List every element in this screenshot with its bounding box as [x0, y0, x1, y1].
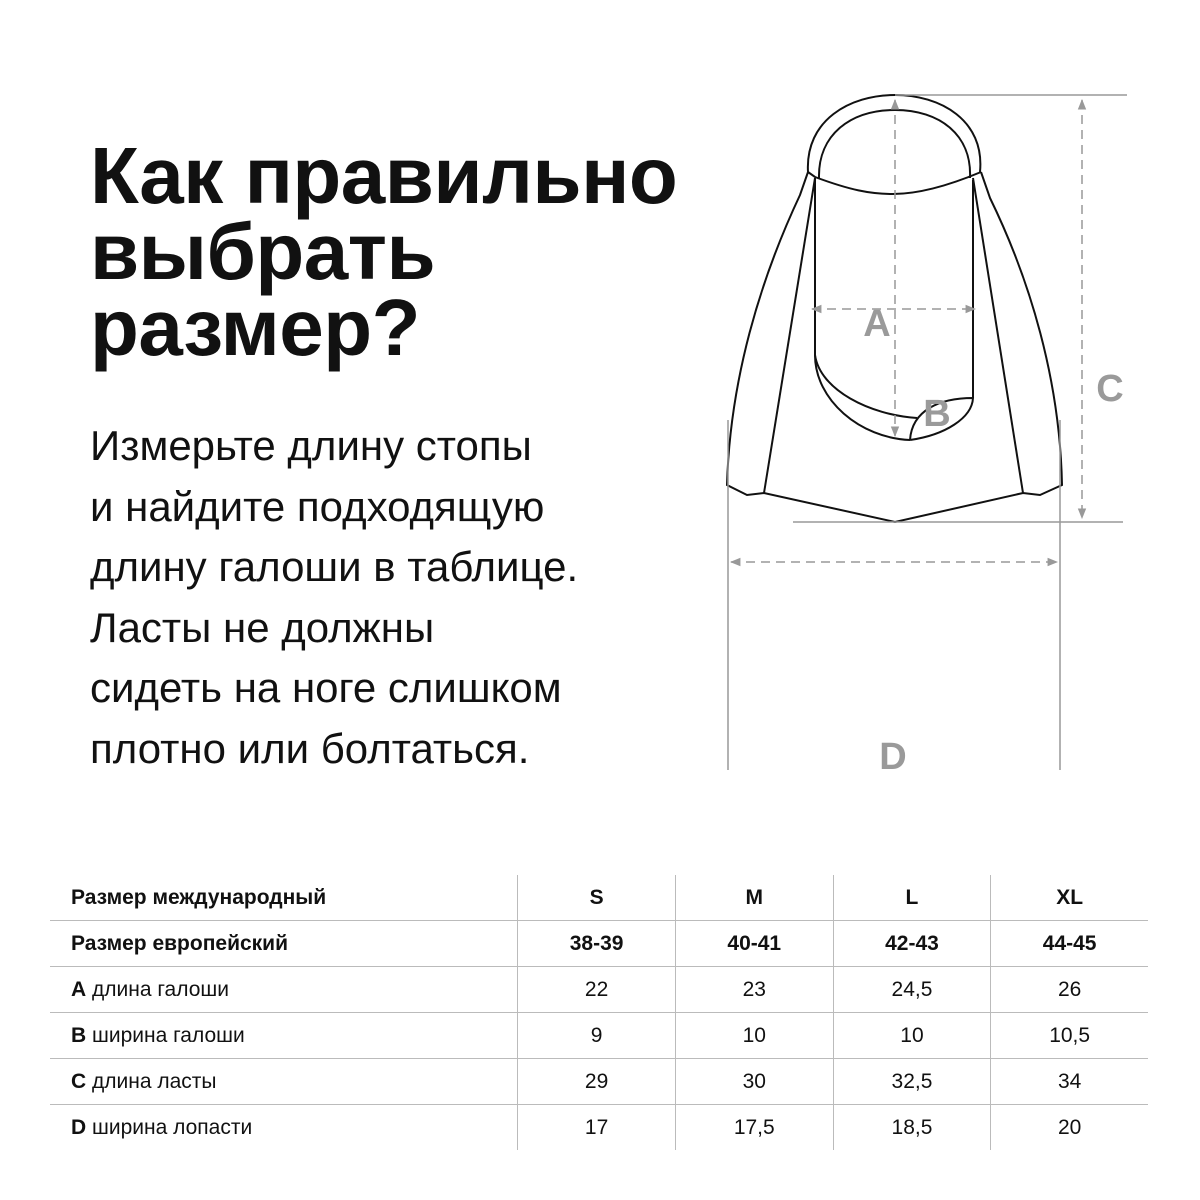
table-cell: 22 [518, 967, 676, 1013]
table-cell: 40-41 [675, 921, 833, 967]
table-cell: 38-39 [518, 921, 676, 967]
title-line: размер? [90, 283, 421, 372]
table-cell: XL [991, 875, 1148, 921]
table-row [50, 1059, 1148, 1105]
title-line: Как правильно [90, 131, 678, 220]
table-cell: L [833, 875, 991, 921]
table-cell: 30 [675, 1059, 833, 1105]
description-line: сидеть на ноге слишком [90, 664, 562, 711]
table-cell: 34 [991, 1059, 1148, 1105]
description-line: и найдите подходящую [90, 482, 545, 530]
table-cell: S [518, 875, 676, 921]
title-line: выбрать [90, 207, 436, 296]
row-header [50, 1059, 518, 1105]
dimension-letter: D [71, 1115, 87, 1139]
row-header [50, 1105, 518, 1151]
row-label: ширина лопасти [86, 1115, 253, 1139]
row-label: Размер европейский [71, 931, 288, 955]
description-line: Ласты не должны [90, 603, 435, 651]
table-row [50, 875, 1148, 921]
row-label: длина галоши [86, 977, 229, 1001]
row-label: Размер международный [71, 885, 327, 909]
table-row [50, 1105, 1148, 1151]
label-c: C [1096, 368, 1124, 410]
table-cell: 10 [675, 1013, 833, 1059]
table-cell: 20 [991, 1105, 1148, 1151]
table-cell: 23 [675, 967, 833, 1013]
table-cell: 32,5 [833, 1059, 991, 1105]
table-cell: 10 [833, 1013, 991, 1059]
table-cell: 10,5 [991, 1013, 1148, 1059]
table-cell: 29 [518, 1059, 676, 1105]
table-row [50, 967, 1148, 1013]
table-cell: 18,5 [833, 1105, 991, 1151]
table-cell: 26 [991, 967, 1148, 1013]
label-b: B [923, 393, 951, 435]
description-line: Измерьте длину стопы [90, 422, 532, 469]
table-row [50, 1013, 1148, 1059]
row-label: ширина галоши [86, 1023, 245, 1047]
description-line: плотно или болтаться. [90, 724, 530, 772]
row-header [50, 921, 518, 967]
row-header [50, 875, 518, 921]
row-label: длина ласты [86, 1069, 217, 1093]
table-row [50, 921, 1148, 967]
table-cell: 17,5 [675, 1105, 833, 1151]
label-d: D [879, 736, 907, 778]
size-table [50, 875, 1148, 1150]
dimension-letter: B [71, 1023, 87, 1047]
label-a: A [863, 303, 891, 345]
table-cell: 42-43 [833, 921, 991, 967]
description-line: длину галоши в таблице. [90, 543, 579, 590]
dimension-letter: A [71, 977, 87, 1001]
table-cell: 44-45 [991, 921, 1148, 967]
table-cell: 9 [518, 1013, 676, 1059]
row-header [50, 1013, 518, 1059]
table-cell: 24,5 [833, 967, 991, 1013]
table-cell: 17 [518, 1105, 676, 1151]
table-cell: M [675, 875, 833, 921]
row-header [50, 967, 518, 1013]
dimension-letter: C [71, 1069, 87, 1093]
